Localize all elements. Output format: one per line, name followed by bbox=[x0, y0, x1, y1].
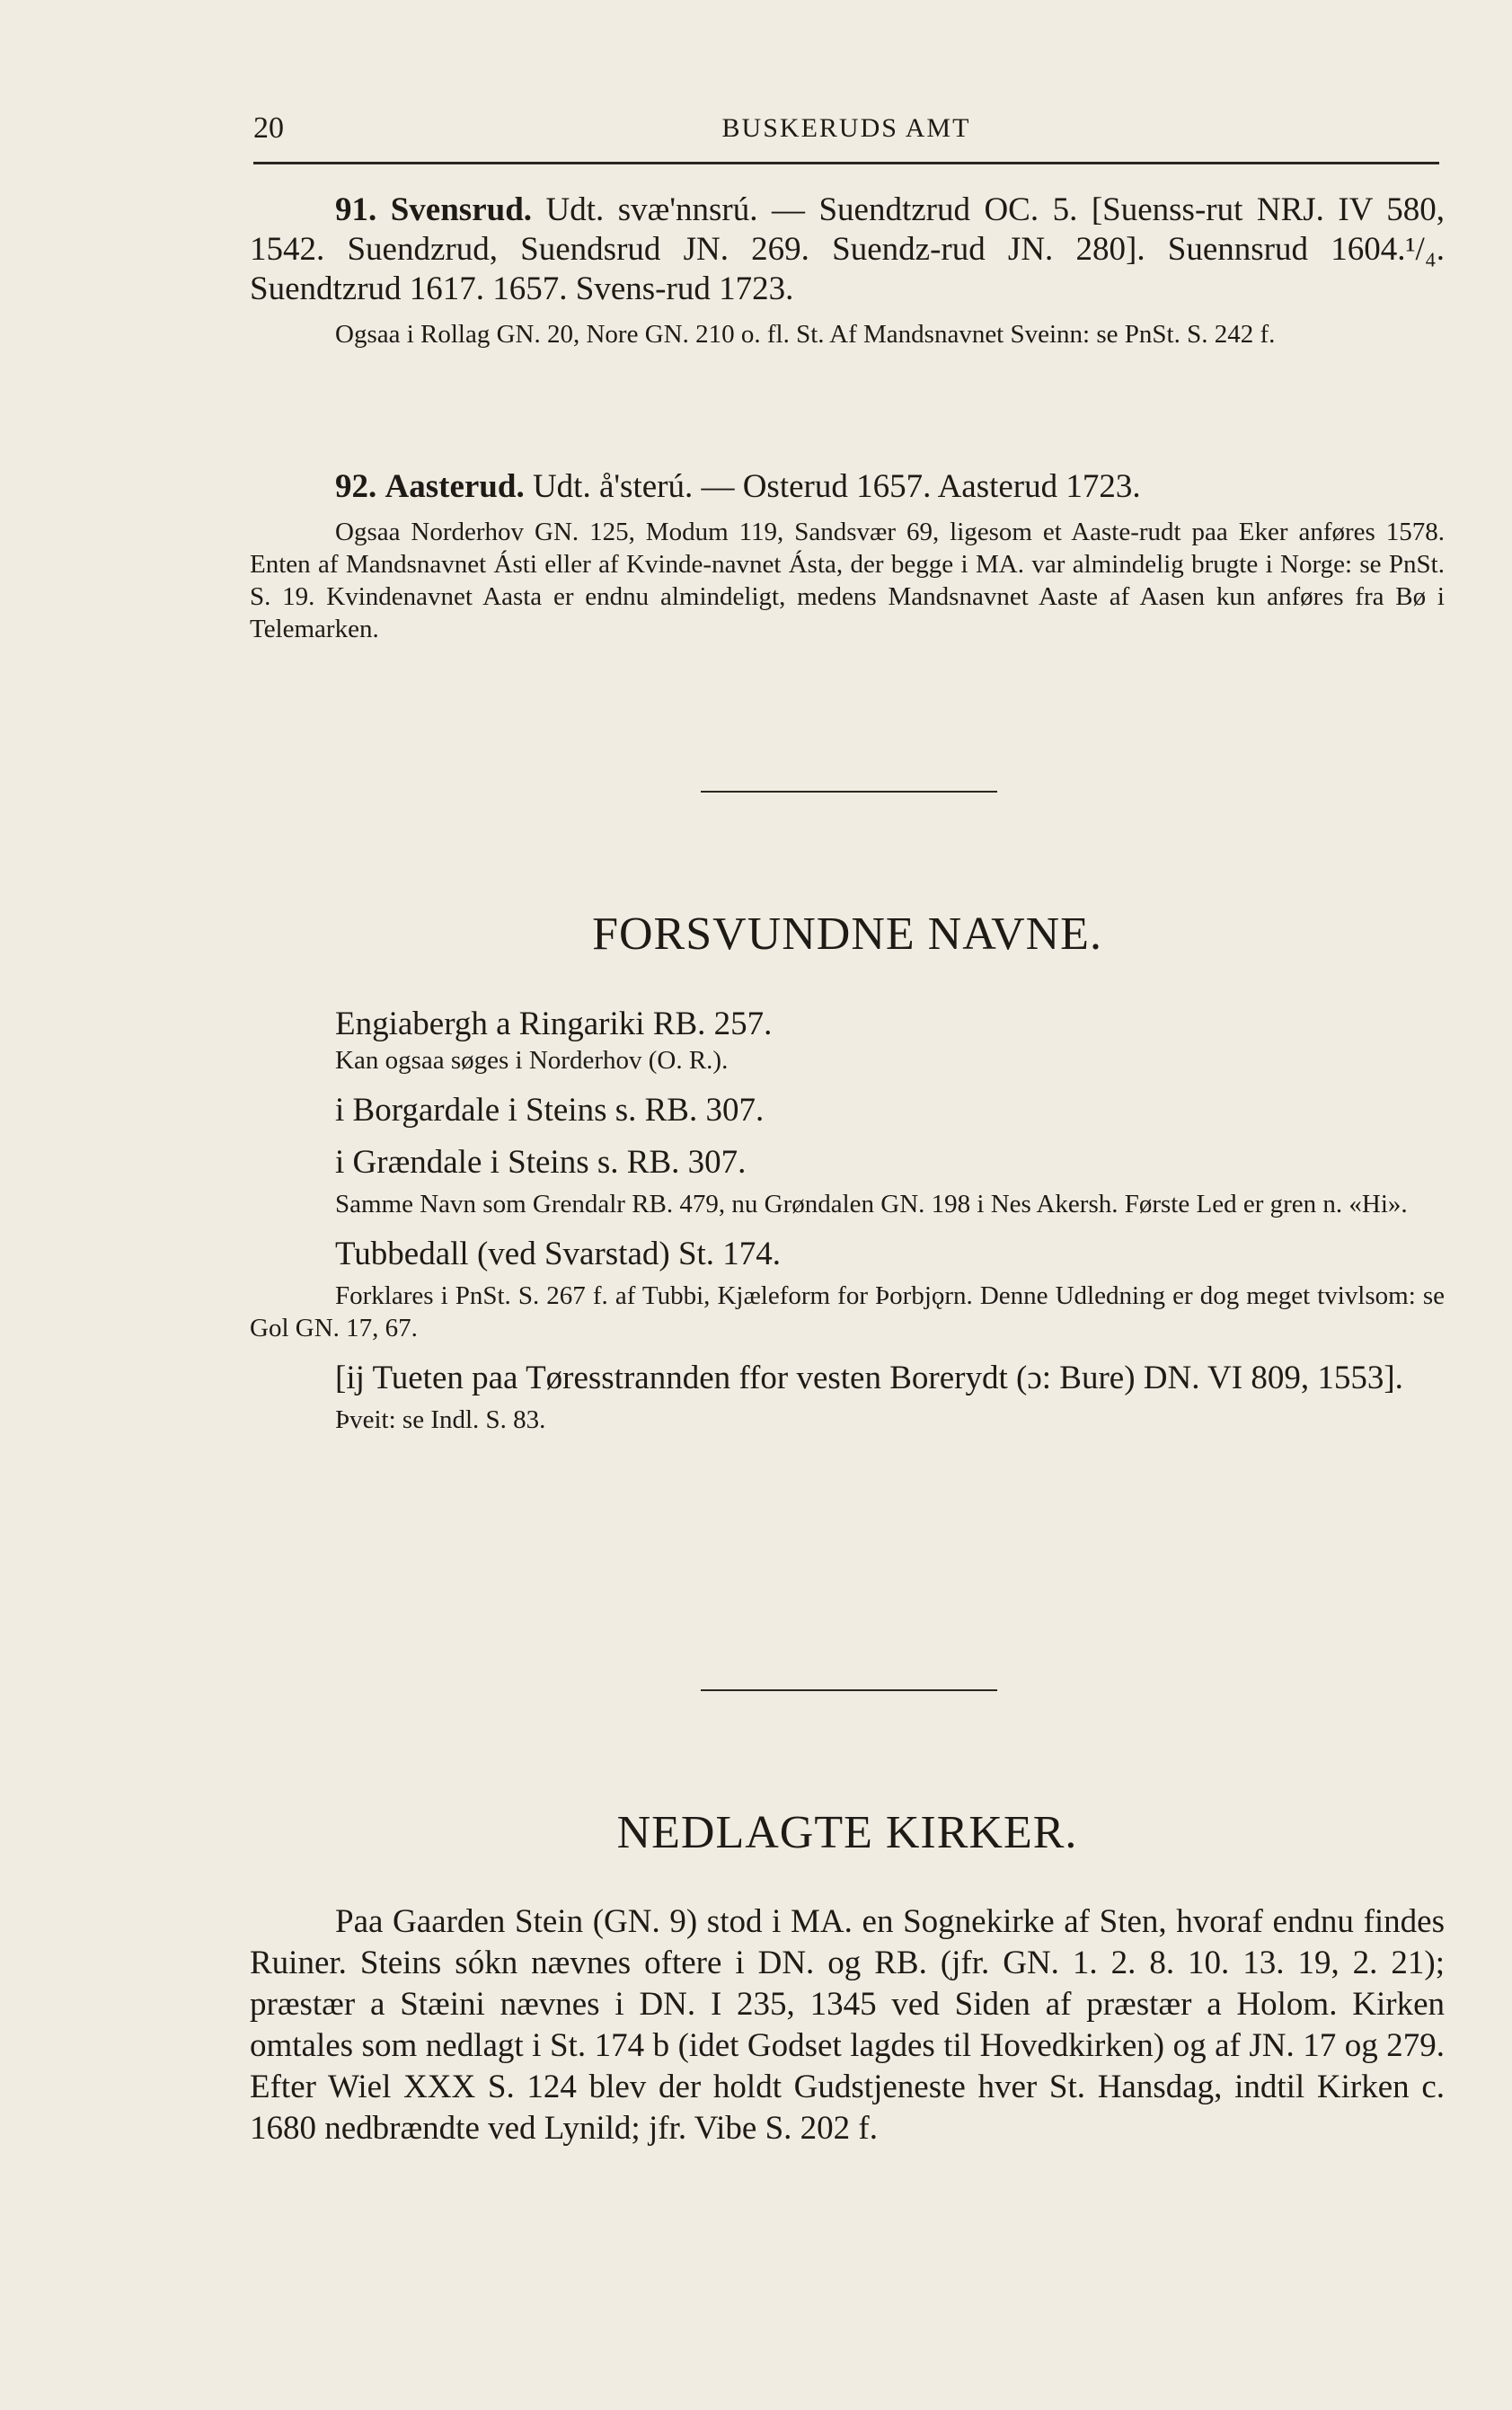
entry-note: Ogsaa Norderhov GN. 125, Modum 119, Sandsvær 69, ligesom et Aaste-rudt paa Eker anføres 1578. Enten af Mandsnavnet Ásti eller af Kvinde-navnet Ásta, der begge i MA. var almindelig brugte i Norge: se PnSt. S. 19. Kvindenavnet Aasta er endnu almindeligt, medens Mandsnavnet Aaste af Aasen kun anføres fra Bø i Telemarken. bbox=[250, 518, 1445, 643]
list-item bbox=[250, 1359, 1445, 1436]
header-rule bbox=[253, 162, 1439, 164]
section-divider bbox=[701, 1689, 997, 1691]
entry-body: Udt. å'sterú. — Osterud 1657. Aasterud 1723. bbox=[532, 468, 1141, 505]
entry-91 bbox=[250, 190, 1445, 350]
paragraph: Paa Gaarden Stein (GN. 9) stod i MA. en Sognekirke af Sten, hvoraf endnu findes Ruiner. Steins sókn nævnes oftere i DN. og RB. (jfr. GN. 1. 2. 8. 10. 13. 19, 2. 21); præstær a Stæini nævnes i DN. I 235, 1345 ved Siden af præstær a Holom. Kirken omtales som nedlagt i St. 174 b (idet Godset lagdes til Hovedkirken) og af JN. 17 og 279. Efter Wiel XXX S. 124 blev der holdt Gudstjeneste hver St. Hansdag, indtil Kirken c. 1680 nedbrændte ved Lynild; jfr. Vibe S. 202 f. bbox=[250, 1903, 1445, 2147]
running-header bbox=[253, 111, 1439, 151]
entry-number: 91. bbox=[335, 191, 377, 228]
list-item bbox=[250, 1005, 1445, 1077]
section-divider bbox=[701, 791, 997, 793]
list-item bbox=[250, 1143, 1445, 1220]
vanished-names-list bbox=[250, 1005, 1445, 1436]
item-main-text: i Grændale i Steins s. RB. 307. bbox=[335, 1144, 747, 1181]
entry-92 bbox=[250, 467, 1445, 645]
item-main-text: Tubbedall (ved Svarstad) St. 174. bbox=[335, 1236, 782, 1272]
entry-number: 92. bbox=[335, 468, 377, 505]
entry-name: Svensrud. bbox=[390, 191, 533, 228]
abandoned-churches-text bbox=[250, 1901, 1445, 2149]
section-heading: NEDLAGTE KIRKER. bbox=[616, 1807, 1078, 1858]
item-main-text: [ij Tueten paa Tøresstrannden ffor vesten Borerydt (ɔ: Bure) DN. VI 809, 1553]. bbox=[335, 1360, 1403, 1396]
item-note: Kan ogsaa søges i Norderhov (O. R.). bbox=[335, 1046, 729, 1075]
item-main-text: i Borgardale i Steins s. RB. 307. bbox=[335, 1092, 765, 1129]
running-title: BUSKERUDS AMT bbox=[721, 113, 971, 143]
item-note: Forklares i PnSt. S. 267 f. af Tubbi, Kjæleform for Þorbjǫrn. Denne Udledning er dog meget tvivlsom: se Gol GN. 17, 67. bbox=[250, 1281, 1445, 1342]
entry-body: Udt. svæ'nnsrú. — Suendtzrud OC. 5. [Suenss-rut NRJ. IV 580, 1542. Suendzrud, Suendsrud JN. 269. Suendz-rud JN. 280]. Suennsrud 1604.¹/₄. Suendtzrud 1617. 1657. Svens-rud 1723. bbox=[250, 191, 1445, 307]
entry-note: Ogsaa i Rollag GN. 20, Nore GN. 210 o. fl. St. Af Mandsnavnet Sveinn: se PnSt. S. 242 f. bbox=[335, 320, 1276, 349]
entry-name: Aasterud. bbox=[385, 468, 525, 505]
item-note: Samme Navn som Grendalr RB. 479, nu Grøndalen GN. 198 i Nes Akersh. Første Led er gren n. «Hi». bbox=[335, 1190, 1408, 1218]
item-note: Þveit: se Indl. S. 83. bbox=[335, 1405, 546, 1434]
list-item bbox=[250, 1091, 1445, 1130]
item-main-text: Engiabergh a Ringariki RB. 257. bbox=[335, 1006, 773, 1042]
list-item bbox=[250, 1235, 1445, 1344]
entry-main-text bbox=[250, 467, 1445, 507]
section-heading: FORSVUNDNE NAVNE. bbox=[592, 908, 1102, 960]
entry-main-text bbox=[250, 190, 1445, 309]
page-number: 20 bbox=[253, 111, 284, 145]
